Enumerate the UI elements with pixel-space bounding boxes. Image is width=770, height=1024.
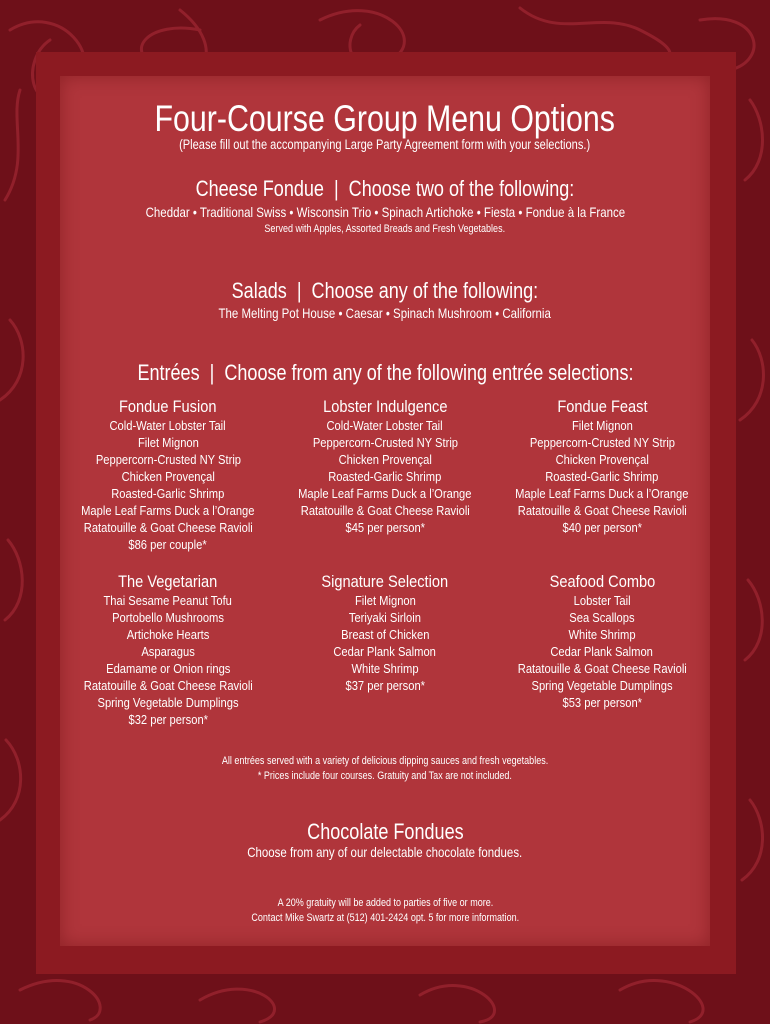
package-item: Chicken Provençal bbox=[338, 452, 432, 467]
cheese-fondue-note: Served with Apples, Assorted Breads and Fresh Vegetables. bbox=[264, 223, 506, 235]
package-name: Lobster Indulgence bbox=[322, 397, 448, 416]
package-item: White Shrimp bbox=[351, 661, 419, 676]
package-item: Asparagus bbox=[141, 644, 195, 659]
package-item: Cold-Water Lobster Tail bbox=[109, 418, 227, 433]
chocolate-fondues-text: Choose from any of our delectable chocolate fondues. bbox=[247, 844, 523, 860]
entree-package bbox=[43, 397, 293, 553]
package-name: Seafood Combo bbox=[549, 572, 655, 591]
cheese-fondue-heading: Cheese Fondue | Choose two of the following: bbox=[195, 176, 575, 201]
entree-package bbox=[43, 572, 293, 728]
package-item: Ratatouille & Goat Cheese Ravioli bbox=[83, 520, 253, 535]
package-item: Cedar Plank Salmon bbox=[550, 644, 654, 659]
package-item: Filet Mignon bbox=[571, 418, 633, 433]
package-item: Edamame or Onion rings bbox=[105, 661, 231, 676]
package-item: Cold-Water Lobster Tail bbox=[326, 418, 444, 433]
chocolate-fondues-heading: Chocolate Fondues bbox=[306, 819, 464, 844]
package-item: Spring Vegetable Dumplings bbox=[97, 695, 239, 710]
package-item: Spring Vegetable Dumplings bbox=[531, 678, 673, 693]
package-item: Portobello Mushrooms bbox=[112, 610, 224, 625]
page-title: Four-Course Group Menu Options bbox=[154, 98, 616, 139]
page-subtitle: (Please fill out the accompanying Large Party Agreement form with your selections.) bbox=[179, 137, 591, 152]
package-price: $86 per couple* bbox=[128, 537, 208, 552]
package-item: Cedar Plank Salmon bbox=[333, 644, 437, 659]
salads-heading: Salads | Choose any of the following: bbox=[231, 278, 539, 303]
package-item: Filet Mignon bbox=[137, 435, 199, 450]
entrees-heading: Entrées | Choose from any of the following entrée selections: bbox=[136, 360, 634, 385]
package-item: Breast of Chicken bbox=[340, 627, 430, 642]
package-price: $40 per person* bbox=[562, 520, 642, 535]
package-item: Ratatouille & Goat Cheese Ravioli bbox=[517, 503, 687, 518]
salads-options: The Melting Pot House • Caesar • Spinach Mushroom • California bbox=[218, 305, 552, 321]
package-item: Artichoke Hearts bbox=[126, 627, 210, 642]
package-name: Fondue Feast bbox=[556, 397, 648, 416]
package-item: Ratatouille & Goat Cheese Ravioli bbox=[83, 678, 253, 693]
entree-package bbox=[260, 572, 510, 694]
entree-package bbox=[477, 397, 727, 536]
entree-package bbox=[260, 397, 510, 536]
package-item: Maple Leaf Farms Duck a l’Orange bbox=[298, 486, 472, 501]
package-item: Roasted-Garlic Shrimp bbox=[111, 486, 225, 501]
package-item: Teriyaki Sirloin bbox=[348, 610, 422, 625]
package-price: $37 per person* bbox=[345, 678, 425, 693]
entree-package bbox=[477, 572, 727, 711]
package-item: Peppercorn-Crusted NY Strip bbox=[529, 435, 675, 450]
contact-note: Contact Mike Swartz at (512) 401-2424 opt. 5 for more information. bbox=[251, 912, 519, 924]
package-item: White Shrimp bbox=[568, 627, 636, 642]
package-item: Ratatouille & Goat Cheese Ravioli bbox=[300, 503, 470, 518]
package-item: Chicken Provençal bbox=[121, 469, 215, 484]
package-item: Ratatouille & Goat Cheese Ravioli bbox=[517, 661, 687, 676]
package-item: Chicken Provençal bbox=[555, 452, 649, 467]
entrees-note-sauces: All entrées served with a variety of delicious dipping sauces and fresh vegetables. bbox=[221, 755, 549, 767]
package-item: Peppercorn-Crusted NY Strip bbox=[95, 452, 241, 467]
package-item: Roasted-Garlic Shrimp bbox=[328, 469, 442, 484]
package-item: Lobster Tail bbox=[573, 593, 631, 608]
cheese-fondue-options: Cheddar • Traditional Swiss • Wisconsin Trio • Spinach Artichoke • Fiesta • Fondue à la France bbox=[145, 204, 625, 220]
package-item: Maple Leaf Farms Duck a l’Orange bbox=[81, 503, 255, 518]
package-price: $53 per person* bbox=[562, 695, 642, 710]
package-item: Thai Sesame Peanut Tofu bbox=[103, 593, 233, 608]
entrees-note-prices: * Prices include four courses. Gratuity and Tax are not included. bbox=[257, 770, 513, 782]
package-price: $45 per person* bbox=[345, 520, 425, 535]
package-item: Peppercorn-Crusted NY Strip bbox=[312, 435, 458, 450]
package-item: Maple Leaf Farms Duck a l’Orange bbox=[515, 486, 689, 501]
package-name: Signature Selection bbox=[321, 572, 449, 591]
package-item: Filet Mignon bbox=[354, 593, 416, 608]
package-price: $32 per person* bbox=[128, 712, 208, 727]
gratuity-note: A 20% gratuity will be added to parties of five or more. bbox=[277, 897, 493, 909]
package-name: The Vegetarian bbox=[118, 572, 218, 591]
package-item: Sea Scallops bbox=[569, 610, 635, 625]
package-name: Fondue Fusion bbox=[119, 397, 217, 416]
package-item: Roasted-Garlic Shrimp bbox=[545, 469, 659, 484]
